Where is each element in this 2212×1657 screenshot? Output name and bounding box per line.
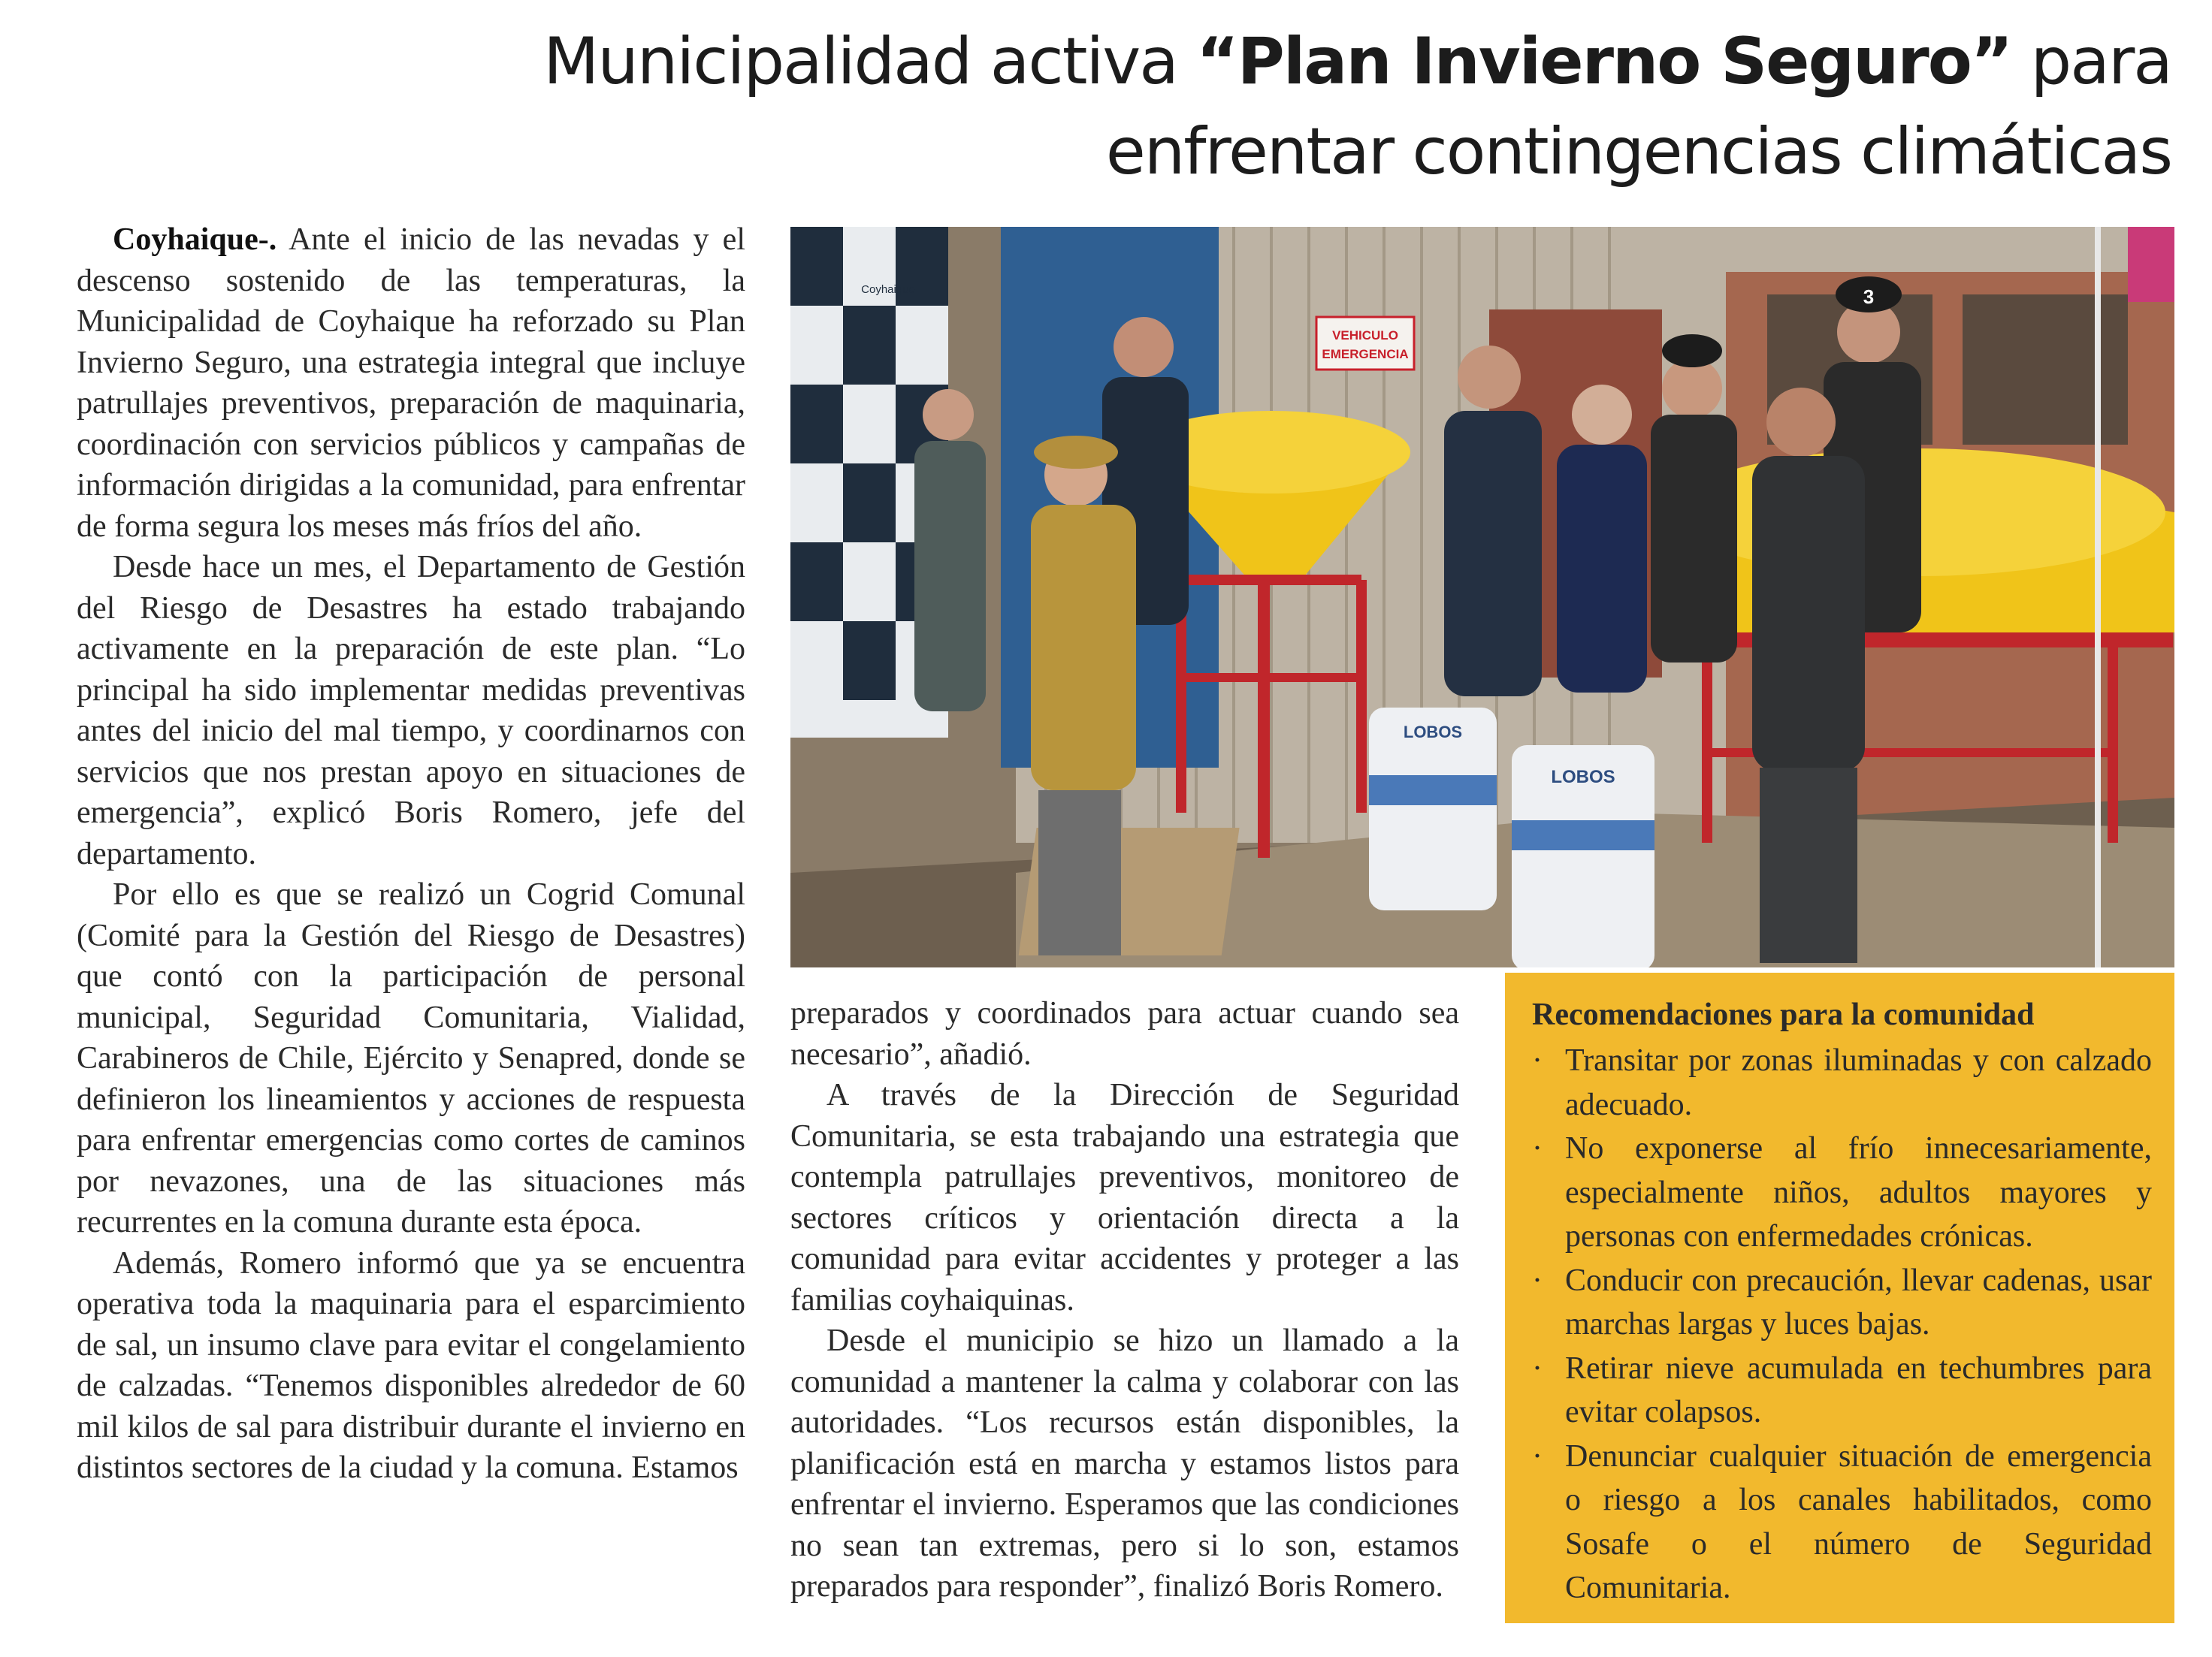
recommendations-list [1532,1039,2152,1610]
sign-line-2: EMERGENCIA [1322,347,1409,361]
helmet-number: 3 [1863,285,1875,308]
paragraph-1-text: Ante el inicio de las nevadas y el descenso sostenido de las temperaturas, la Municipalidad de Coyhaique ha reforzado su Plan Invierno Seguro, una estrategia integral que incluye patrullajes preventivos, preparación de maquinaria, coordinación con servicios públicos y campañas de información dirigidas a la comunidad, para enfrentar de forma segura los meses más fríos del año. [77,222,745,544]
bag-brand-2: LOBOS [1551,767,1615,787]
headline-part1: Municipalidad activa [543,24,1197,99]
headline-emphasis: “Plan Invierno Seguro” [1196,24,2012,99]
recommendation-text: Conducir con precaución, llevar cadenas, usar marchas largas y luces bajas. [1565,1263,2152,1342]
recommendation-item [1532,1259,2152,1347]
recommendation-item [1532,1127,2152,1259]
headline-part2: para enfrentar contingencias climáticas [1105,24,2171,189]
dateline: Coyhaique-. [113,222,277,257]
recommendation-item [1532,1435,2152,1610]
bullet-icon: · [1532,1043,1543,1078]
bullet-icon: · [1532,1438,1543,1474]
article-paragraph-1 [77,219,745,547]
bullet-icon: · [1532,1263,1543,1298]
article-paragraph-2: Desde hace un mes, el Departamento de Gestión del Riesgo de Desastres ha estado trabajando activamente en la preparación de este plan. “Lo principal ha sido implementar medidas preventivas antes del inicio del mal tiempo, y coordinarnos con servicios que nos prestan apoyo en situaciones de emergencia”, explicó Boris Romero, jefe del departamento. [77,550,745,871]
article-paragraph-4-continued: preparados y coordinados para actuar cuando sea necesario”, añadió. [790,996,1459,1072]
article-column-2 [790,993,1459,1654]
recommendations-box [1505,973,2174,1623]
recommendation-item [1532,1347,2152,1435]
article-headline [316,17,2171,197]
article-paragraph-5: A través de la Dirección de Seguridad Comunitaria, se esta trabajando una estrategia que contempla patrullajes preventivos, monitoreo de sectores críticos y orientación directa a la comunidad para evitar accidentes y proteger a las familias coyhaiquinas. [790,1078,1459,1317]
article-paragraph-4: Además, Romero informó que ya se encuentra operativa toda la maquinaria para el esparcimiento de sal, un insumo clave para evitar el congelamiento de calzadas. “Tenemos disponibles alrededor de 60 mil kilos de sal para distribuir durante el invierno en distintos sectores de la ciudad y la comuna. Estamos [77,1245,745,1485]
recommendation-text: No exponerse al frío innecesariamente, especialmente niños, adultos mayores y personas con enfermedades crónicas. [1565,1131,2152,1254]
article-paragraph-3: Por ello es que se realizó un Cogrid Comunal (Comité para la Gestión del Riesgo de Desastres) que contó con la participación de personal municipal, Seguridad Comunitaria, Vialidad, Carabineros de Chile, Ejército y Senapred, donde se definieron los lineamientos y acciones de respuesta para enfrentar emergencias como cortes de caminos por nevazones, una de las situaciones más recurrentes en la comuna durante esta época. [77,877,745,1239]
article-photo [790,227,2174,967]
recommendations-title: Recomendaciones para la comunidad [1532,998,2035,1032]
article-column-1 [77,219,745,1646]
recommendation-text: Transitar por zonas iluminadas y con calzado adecuado. [1565,1043,2152,1122]
photo-illustration [790,227,2174,967]
recommendation-text: Retirar nieve acumulada en techumbres para evitar colapsos. [1565,1351,2152,1429]
bag-brand-1: LOBOS [1403,723,1463,741]
recommendation-text: Denunciar cualquier situación de emergencia o riesgo a los canales habilitados, como Sosafe o el número de Seguridad Comunitaria. [1565,1438,2152,1605]
bullet-icon: · [1532,1351,1543,1386]
sign-line-1: VEHICULO [1332,328,1398,343]
bullet-icon: · [1532,1131,1543,1166]
recommendation-item [1532,1039,2152,1127]
article-paragraph-6: Desde el municipio se hizo un llamado a la comunidad a mantener la calma y colaborar con las autoridades. “Los recursos están disponibles, la planificación está en marcha y estamos listos para enfrentar el invierno. Esperamos que las condiciones no sean tan extremas, pero si lo son, estamos preparados para responder”, finalizó Boris Romero. [790,1323,1459,1604]
banner-text: Coyhaique [861,283,915,296]
